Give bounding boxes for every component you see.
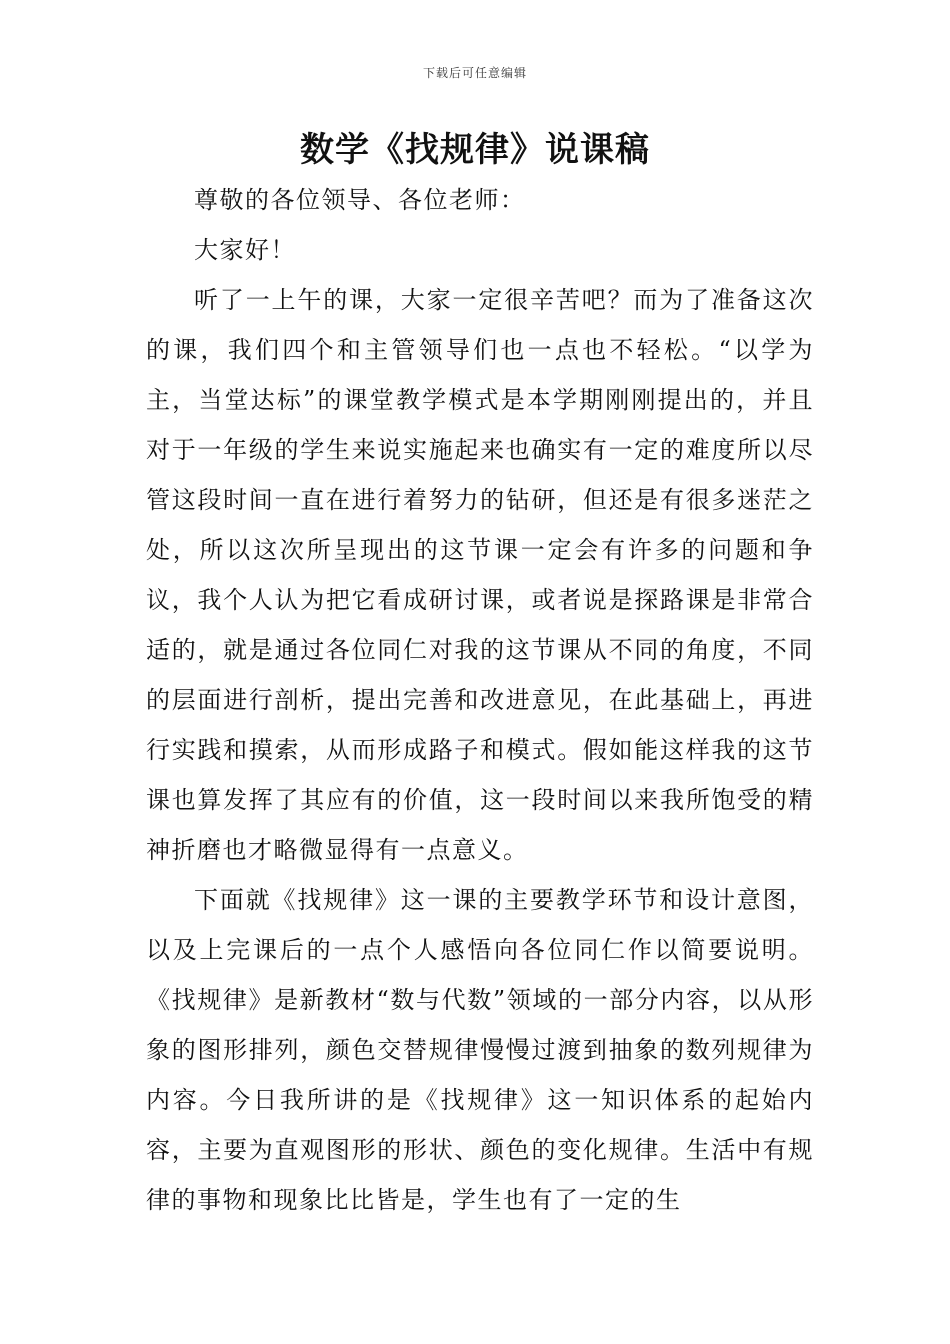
page-header-note: 下载后可任意编辑 [422,66,527,80]
lesson-overview-paragraph: 下面就《找规律》这一课的主要教学环节和设计意图，以及上完课后的一点个人感悟向各位同仁作以简要说明。《找规律》是新教材“数与代数”领域的一部分内容，以从形象的图形排列，颜色交替规律慢慢过渡到抽象的数列规律为内容。今日我所讲的是《找规律》这一知识体系的起始内容，主要为直观图形的形状、颜色的变化规律。生活中有规律的事物和现象比比皆是，学生也有了一定的生 [146,886,814,1214]
greeting-paragraph: 尊敬的各位领导、各位老师： [194,186,526,214]
document-title: 数学《找规律》说课稿 [300,130,650,170]
salutation-paragraph: 大家好！ [194,236,296,264]
document-body [146,175,814,1225]
intro-paragraph: 听了一上午的课，大家一定很辛苦吧？而为了准备这次的课，我们四个和主管领导们也一点也不轻松。“以学为主，当堂达标”的课堂教学模式是本学期刚刚提出的，并且对于一年级的学生来说实施起来也确实有一定的难度所以尽管这段时间一直在进行着努力的钻研，但还是有很多迷茫之处，所以这次所呈现出的这节课一定会有许多的问题和争议，我个人认为把它看成研讨课，或者说是探路课是非常合适的，就是通过各位同仁对我的这节课从不同的角度，不同的层面进行剖析，提出完善和改进意见，在此基础上，再进行实践和摸索，从而形成路子和模式。假如能这样我的这节课也算发挥了其应有的价值，这一段时间以来我所饱受的精神折磨也才略微显得有一点意义。 [146,286,814,864]
